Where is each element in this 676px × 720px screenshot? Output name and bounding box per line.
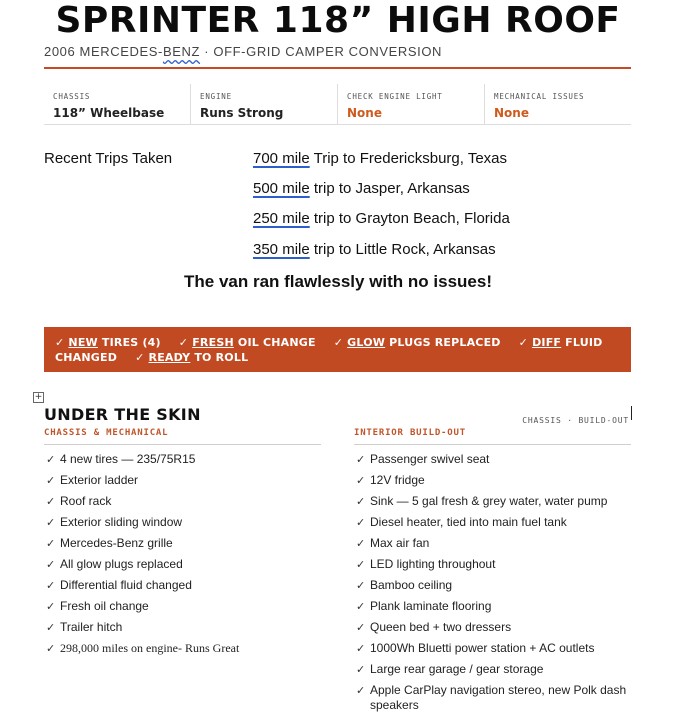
spec-label: ENGINE	[200, 92, 232, 101]
check-icon: ✓	[46, 474, 56, 487]
check-icon: ✓	[46, 516, 56, 529]
banner-item	[179, 336, 316, 349]
spec-value: Runs Strong	[200, 106, 284, 120]
subtitle-part: 2006 MERCEDES-	[44, 44, 163, 59]
check-icon: ✓	[356, 663, 366, 676]
spec-label: CHECK ENGINE LIGHT	[347, 92, 443, 101]
check-icon: ✓	[518, 336, 529, 349]
trip-destination: trip to Jasper, Arkansas	[309, 180, 470, 197]
interior-list	[356, 452, 631, 719]
check-icon: ✓	[356, 474, 366, 487]
spellcheck-word: BENZ	[162, 44, 201, 59]
list-item: ✓ Sink — 5 gal fresh & grey water, water pump	[356, 494, 608, 508]
check-icon: ✓	[356, 684, 366, 697]
trip-item	[253, 180, 470, 197]
list-item: ✓ Differential fluid changed	[46, 578, 192, 592]
list-item: ✓ 298,000 miles on engine- Runs Great	[46, 641, 240, 655]
check-icon: ✓	[46, 558, 56, 571]
title-divider	[44, 67, 631, 69]
trip-destination: Trip to Fredericksburg, Texas	[309, 150, 508, 167]
spec-value: 118” Wheelbase	[53, 106, 165, 120]
banner-item-rest: TIRES (4)	[97, 336, 161, 349]
trip-destination: trip to Grayton Beach, Florida	[309, 210, 510, 227]
list-item: ✓ Plank laminate flooring	[356, 599, 492, 613]
check-icon: ✓	[356, 642, 366, 655]
check-icon: ✓	[356, 537, 366, 550]
spec-label: CHASSIS	[53, 92, 91, 101]
text-cursor	[631, 406, 632, 420]
subtitle-part: · OFF-GRID CAMPER CONVERSION	[200, 44, 443, 59]
trips-label: Recent Trips Taken	[44, 150, 173, 167]
banner-item-key: NEW	[68, 336, 98, 349]
list-item: ✓ LED lighting throughout	[356, 557, 496, 571]
table-move-handle-icon[interactable]: +	[34, 392, 43, 402]
check-icon: ✓	[46, 579, 56, 592]
list-item: ✓ Exterior sliding window	[46, 515, 183, 529]
check-icon: ✓	[46, 621, 56, 634]
check-icon: ✓	[356, 621, 366, 634]
check-icon: ✓	[356, 495, 366, 508]
banner-item-key: GLOW	[347, 336, 386, 349]
column-heading-interior: INTERIOR BUILD-OUT	[354, 428, 466, 438]
list-item: ✓ 4 new tires — 235/75R15	[46, 452, 196, 466]
banner-item-rest: FLUID CHANGED	[55, 336, 603, 364]
list-item: ✓ Trailer hitch	[46, 620, 123, 634]
check-icon: ✓	[356, 558, 366, 571]
document-title: SPRINTER 118” HIGH ROOF	[55, 0, 621, 41]
trip-destination: trip to Little Rock, Arkansas	[309, 241, 496, 258]
section-title: UNDER THE SKIN	[44, 405, 201, 424]
trip-distance: 350 mile	[253, 241, 310, 258]
check-icon: ✓	[46, 495, 56, 508]
check-icon: ✓	[356, 600, 366, 613]
list-item: ✓ Roof rack	[46, 494, 112, 508]
banner-item	[55, 336, 161, 349]
list-item: ✓ Large rear garage / gear storage	[356, 662, 544, 676]
banner-item-key: READY	[148, 351, 191, 364]
tagline: The van ran flawlessly with no issues!	[184, 272, 492, 291]
spec-mechanical-issues	[485, 84, 631, 124]
check-icon: ✓	[333, 336, 344, 349]
check-icon: ✓	[46, 537, 56, 550]
banner-item	[334, 336, 501, 349]
banner-item-rest: TO ROLL	[190, 351, 249, 364]
spec-check-engine-light	[338, 84, 485, 124]
banner-item-rest: OIL CHANGE	[233, 336, 316, 349]
spec-strip	[44, 84, 631, 125]
list-item: ✓ 12V fridge	[356, 473, 425, 487]
check-icon: ✓	[356, 579, 366, 592]
trip-distance: 500 mile	[253, 180, 310, 197]
banner-item-key: FRESH	[192, 336, 234, 349]
check-icon: ✓	[46, 453, 56, 466]
list-item: ✓ Queen bed + two dressers	[356, 620, 512, 634]
spec-value: None	[347, 106, 382, 120]
column-divider	[44, 444, 321, 445]
banner-item-key: DIFF	[532, 336, 562, 349]
banner-item	[135, 351, 248, 364]
list-item: ✓ Bamboo ceiling	[356, 578, 453, 592]
list-item: ✓ Passenger swivel seat	[356, 452, 490, 466]
subtitle	[44, 44, 442, 59]
chassis-list	[46, 452, 321, 662]
trip-distance: 250 mile	[253, 210, 310, 227]
spec-chassis	[44, 84, 191, 124]
section-tag: CHASSIS · BUILD-OUT	[522, 416, 629, 425]
list-item: ✓ Exterior ladder	[46, 473, 139, 487]
column-heading-chassis: CHASSIS & MECHANICAL	[44, 428, 169, 438]
column-divider	[354, 444, 631, 445]
trip-item	[253, 150, 507, 167]
list-item: ✓ Max air fan	[356, 536, 430, 550]
list-item: ✓ Diesel heater, tied into main fuel tank	[356, 515, 567, 529]
check-icon: ✓	[55, 336, 65, 349]
check-icon: ✓	[46, 600, 56, 613]
spec-engine	[191, 84, 338, 124]
trip-distance: 700 mile	[253, 150, 310, 167]
spec-value: None	[494, 106, 529, 120]
check-icon: ✓	[356, 453, 366, 466]
check-icon: ✓	[46, 642, 56, 655]
list-item: ✓ 1000Wh Bluetti power station + AC outlets	[356, 641, 595, 655]
trip-item	[253, 210, 510, 227]
list-item: ✓ Mercedes-Benz grille	[46, 536, 173, 550]
list-item: ✓ Apple CarPlay navigation stereo, new Polk dash speakers	[356, 683, 627, 712]
spec-label: MECHANICAL ISSUES	[494, 92, 585, 101]
highlights-banner	[44, 327, 631, 372]
list-item: ✓ Fresh oil change	[46, 599, 149, 613]
check-icon: ✓	[135, 351, 145, 364]
check-icon: ✓	[178, 336, 189, 349]
banner-item-rest: PLUGS REPLACED	[385, 336, 501, 349]
check-icon: ✓	[356, 516, 366, 529]
trip-item	[253, 241, 496, 258]
list-item: ✓ All glow plugs replaced	[46, 557, 183, 571]
